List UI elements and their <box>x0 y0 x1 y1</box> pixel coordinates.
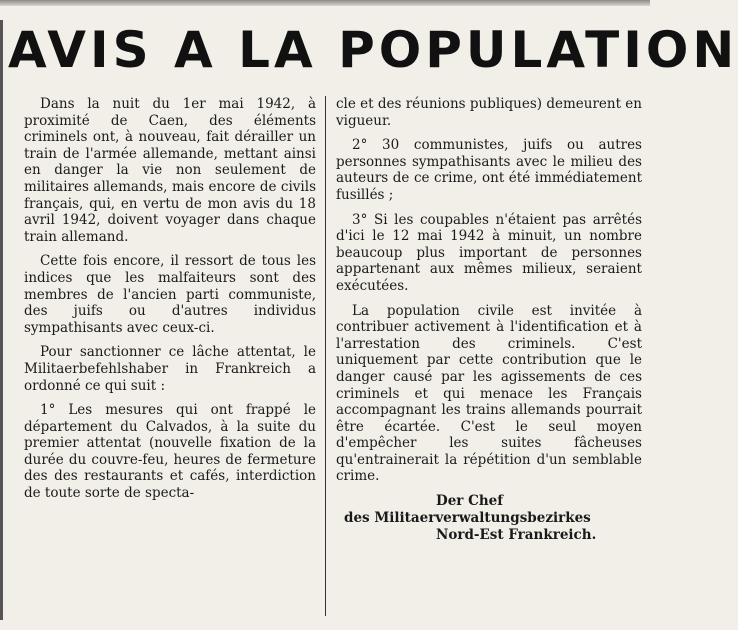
paragraph-sanction: Pour sanctionner ce lâche attentat, le Militaerbefehlshaber in Frankreich a ordonné ce qui suit : <box>24 344 316 394</box>
signature-title: Der Chef <box>436 493 504 510</box>
paragraph-measure-2: 2° 30 communistes, juifs ou autres personnes sympathisants avec le milieu des auteurs de ce crime, ont été immédiatement fusillés ; <box>336 137 642 203</box>
paragraph-appeal: La population civile est invitée à contribuer activement à l'identification et à l'arrestation des criminels. C'est uniquement par cette contribution que le danger causé par les agissements de ces criminels et qui menace les Français accompagnant les trains allemands pourrait être écartée. C'est le seul moyen d'empêcher les suites fâcheuses qu'entrainerait la répétition d'un semblable crime. <box>336 302 642 485</box>
column-divider <box>325 96 326 616</box>
left-column <box>24 96 316 502</box>
left-border-rule <box>0 20 3 620</box>
torn-top-edge <box>0 0 650 6</box>
signature-region: Nord-Est Frankreich. <box>436 527 597 544</box>
paragraph-derailment: Dans la nuit du 1er mai 1942, à proximité de Caen, des éléments criminels ont, à nouveau, fait dérailler un train de l'armée allemande, mettant ainsi en danger la vie non seulement de militaires allemands, mais encore de civils français, qui, en vertu de mon avis du 18 avril 1942, doivent voyager dans chaque train allemand. <box>24 96 316 245</box>
right-column <box>336 96 642 544</box>
signature-block <box>336 493 642 544</box>
paragraph-measure-1-continued: cle et des réunions publiques) demeurent en vigueur. <box>336 96 642 129</box>
paragraph-measure-3: 3° Si les coupables n'étaient pas arrêtés d'ici le 12 mai 1942 à minuit, un nombre beaucoup plus important de personnes appartenant aux mêmes milieux, seraient exécutées. <box>336 211 642 294</box>
paragraph-measure-1: 1° Les mesures qui ont frappé le département du Calvados, à la suite du premier attentat (nouvelle fixation de la durée du couvre-feu, heures de fermeture des des restaurants et cafés, interdiction de toute sorte de specta- <box>24 402 316 502</box>
paragraph-indices: Cette fois encore, il ressort de tous les indices que les malfaiteurs sont des membres de l'ancien parti communiste, des juifs ou d'autres individus sympathisants avec ceux-ci. <box>24 253 316 336</box>
headline: AVIS A LA POPULATION <box>8 21 738 79</box>
signature-office: des Militaerverwaltungsbezirkes <box>344 510 591 527</box>
